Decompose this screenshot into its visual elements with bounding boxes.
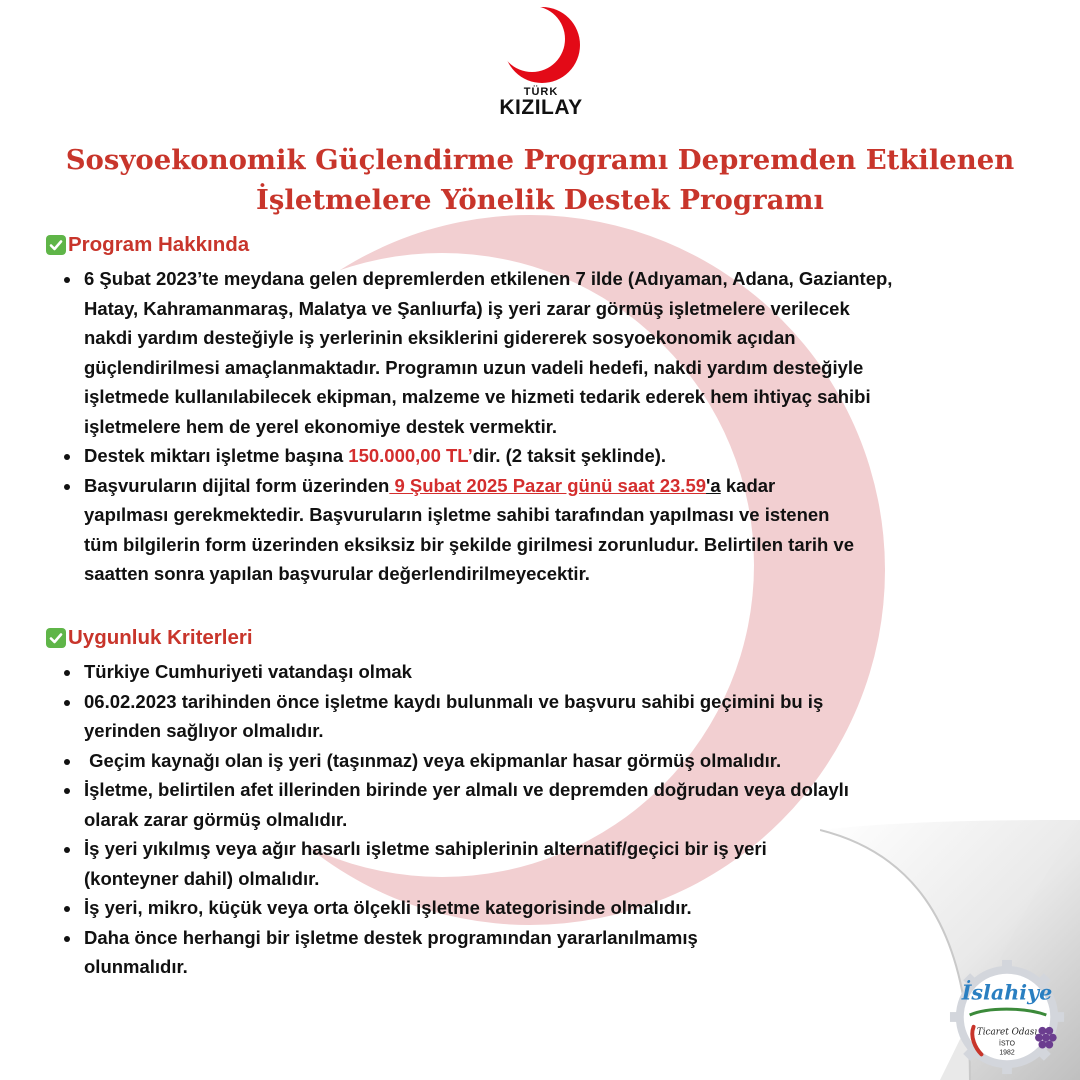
text-line: İşletme, belirtilen afet illerinden birinde yer almalı ve depremden doğrudan veya dolaylı — [84, 779, 849, 800]
islahiye-chamber-logo — [948, 958, 1066, 1076]
text-line: saatten sonra yapılan başvurular değerlendirilmeyecektir. — [84, 563, 590, 584]
application-deadline: 9 Şubat 2025 Pazar günü saat 23.59 — [389, 474, 707, 496]
list-item — [64, 657, 849, 687]
turk-kizilay-logo — [496, 6, 586, 130]
program-heading-text: Program Hakkında — [68, 233, 250, 256]
criteria-heading-text: Uygunluk Kriterleri — [68, 626, 253, 649]
list-item — [64, 893, 849, 923]
support-amount-label: Destek miktarı işletme başına — [84, 445, 349, 466]
criteria-list — [64, 657, 849, 982]
text-line: İş yeri, mikro, küçük veya orta ölçekli işletme kategorisinde olmalıdır. — [84, 897, 692, 918]
gear-icon — [950, 960, 1064, 1074]
list-item — [64, 441, 892, 471]
text-line: İş yeri yıkılmış veya ağır hasarlı işletme sahiplerinin alternatif/geçici bir iş yeri — [84, 838, 767, 859]
chamber-name: İslahiye — [961, 980, 1053, 1005]
criteria-heading — [46, 626, 253, 650]
list-item — [64, 746, 849, 776]
logo-kizilay-text: KIZILAY — [499, 96, 583, 119]
list-item — [64, 264, 892, 441]
text-line: (konteyner dahil) olmalıdır. — [84, 867, 320, 889]
logo-turk-text: TÜRK — [523, 86, 559, 98]
list-item — [64, 775, 849, 834]
text-line: yerinden sağlıyor olmalıdır. — [84, 720, 324, 741]
list-item — [64, 471, 892, 589]
text-line: 6 Şubat 2023’te meydana gelen depremlerden etkilenen 7 ilde (Adıyaman, Adana, Gaziantep, — [84, 268, 893, 289]
application-text: Başvuruların dijital form üzerinden — [84, 474, 390, 496]
support-amount-suffix: dir. (2 taksit şeklinde). — [472, 445, 667, 466]
text-line: Türkiye Cumhuriyeti vatandaşı olmak — [84, 661, 412, 682]
red-crescent-icon — [501, 6, 581, 88]
support-amount-value: 150.000,00 TL’ — [348, 445, 473, 466]
program-heading — [46, 233, 249, 257]
chamber-subtitle: Ticaret Odası — [976, 1027, 1038, 1038]
program-list — [64, 264, 892, 589]
deadline-suffix: 'a — [706, 474, 721, 496]
text-line: Daha önce herhangi bir işletme destek programından yararlanılmamış — [84, 926, 698, 948]
title-line-1: Sosyoekonomik Güçlendirme Programı Depremden Etkilenen — [65, 144, 1015, 176]
text-line: Hatay, Kahramanmaraş, Malatya ve Şanlıurfa) iş yeri zarar görmüş işletmelere verilecek — [84, 297, 850, 319]
text-line: olarak zarar görmüş olmalıdır. — [84, 808, 348, 830]
text-line: tüm bilgilerin form üzerinden eksiksiz bir şekilde girilmesi zorunludur. Belirtilen tarih ve — [84, 533, 854, 555]
text-line: yapılması gerekmektedir. Başvuruların işletme sahibi tarafından yapılması ve istenen — [84, 504, 830, 525]
text-line: işletmelere hem de yerel ekonomiye destek vermektir. — [84, 415, 558, 437]
check-mark-icon — [46, 235, 66, 255]
text-line: nakdi yardım desteğiyle iş yerlerinin eksiklerini gidererek sosyoekonomik açıdan — [84, 327, 796, 348]
title-line-2: İşletmelere Yönelik Destek Programı — [256, 184, 824, 216]
application-text: kadar — [720, 474, 776, 496]
text-line: işletmede kullanılabilecek ekipman, malzeme ve hizmeti tedarik ederek hem ihtiyaç sahibi — [84, 386, 871, 407]
list-item — [64, 687, 849, 746]
chamber-year: 1982 — [999, 1049, 1015, 1057]
text-line: güçlendirilmesi amaçlanmaktadır. Programın uzun vadeli hedefi, nakdi yardım desteğiyle — [84, 356, 864, 378]
check-mark-icon — [46, 628, 66, 648]
list-item — [64, 834, 849, 893]
text-line: olunmalıdır. — [84, 956, 188, 977]
chamber-abbr: İSTO — [999, 1040, 1015, 1048]
page-title — [20, 140, 1060, 220]
text-line: 06.02.2023 tarihinden önce işletme kaydı bulunmalı ve başvuru sahibi geçimini bu iş — [84, 690, 824, 712]
list-item — [64, 923, 849, 982]
text-line: Geçim kaynağı olan iş yeri (taşınmaz) veya ekipmanlar hasar görmüş olmalıdır. — [84, 749, 782, 771]
